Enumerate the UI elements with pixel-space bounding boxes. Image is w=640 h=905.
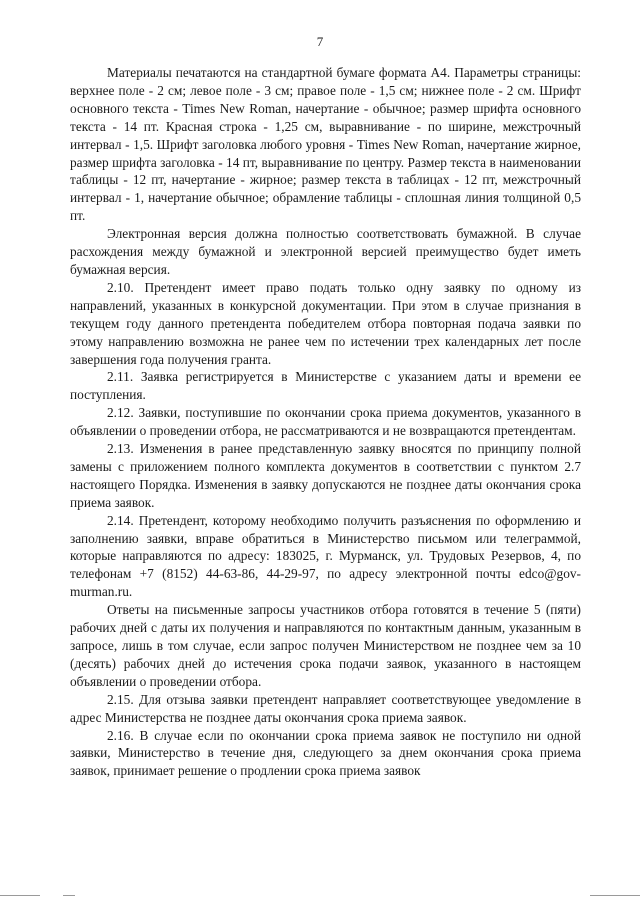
document-body	[70, 64, 581, 780]
paragraph-2-10: 2.10. Претендент имеет право подать только одну заявку по одному из направлений, указанных в конкурсной документации. При этом в случае признания в текущем году данного претендента победителем отбора повторная подача заявки по этому направлению возможна не ранее чем по истечении трех календарных лет после завершения года получения гранта.	[70, 279, 581, 367]
paragraph-2-13: 2.13. Изменения в ранее представленную заявку вносятся по принципу полной замены с приложением полного комплекта документов в соответствии с пунктом 2.7 настоящего Порядка. Изменения в заявку допускаются не позднее даты окончания срока приема заявок.	[70, 441, 581, 510]
paragraph-2-11: 2.11. Заявка регистрируется в Министерстве с указанием даты и времени ее поступления.	[70, 369, 581, 403]
paragraph-2-12: 2.12. Заявки, поступившие по окончании срока приема документов, указанного в объявлении о проведении отбора, не рассматриваются и не возвращаются претендентам.	[70, 405, 581, 439]
paragraph-formatting-requirements: Материалы печатаются на стандартной бумаге формата А4. Параметры страницы: верхнее поле - 2 см; левое поле - 3 см; правое поле - 1,5 см; нижнее поле - 2 см. Шрифт основного текста - Times New Roman, начертание - обычное; размер шрифта основного текста - 14 пт. Красная строка - 1,25 см, выравнивание - по ширине, межстрочный интервал - 1,5. Шрифт заголовка любого уровня - Times New Roman, начертание жирное, размер шрифта заголовка - 14 пт, выравнивание по центру. Размер текста в наименовании таблицы - 12 пт, начертание - жирное; размер текста в таблицах - 12 пт, межстрочный интервал - 1, начертание обычное; обрамление таблицы - сплошная линия толщиной 0,5 пт.	[70, 65, 581, 224]
paragraph-2-14: 2.14. Претендент, которому необходимо получить разъяснения по оформлению и заполнению заявки, вправе обратиться в Министерство письмом или телеграммой, которые направляются по адресу: 183025, г. Мурманск, ул. Трудовых Резервов, 4, по телефонам +7 (8152) 44-63-86, 44-29-97, по адресу электронной почты edco@gov-murman.ru.	[70, 512, 581, 600]
paragraph-2-16: 2.16. В случае если по окончании срока приема заявок не поступило ни одной заявки, Министерство в течение дня, следующего за днем окончания срока приема заявок, принимает решение о продлении срока приема заявок	[70, 727, 581, 779]
page-number: 7	[316, 34, 324, 49]
footer-rule	[590, 895, 640, 896]
paragraph-electronic-version: Электронная версия должна полностью соответствовать бумажной. В случае расхождения между бумажной и электронной версией преимущество будет иметь бумажная версия.	[70, 226, 581, 277]
paragraph-2-15: 2.15. Для отзыва заявки претендент направляет соответствующее уведомление в адрес Министерства не позднее даты окончания срока приема заявок.	[70, 691, 581, 725]
footer-rule	[0, 895, 40, 896]
paragraph-written-requests: Ответы на письменные запросы участников отбора готовятся в течение 5 (пяти) рабочих дней с даты их получения и направляются по контактным данным, указанным в запросе, лишь в том случае, если запрос получен Министерством не позднее чем за 10 (десять) рабочих дней до истечения срока подачи заявок, указанного в настоящем объявлении о проведении отбора.	[70, 602, 581, 689]
footer-rule	[63, 895, 75, 896]
